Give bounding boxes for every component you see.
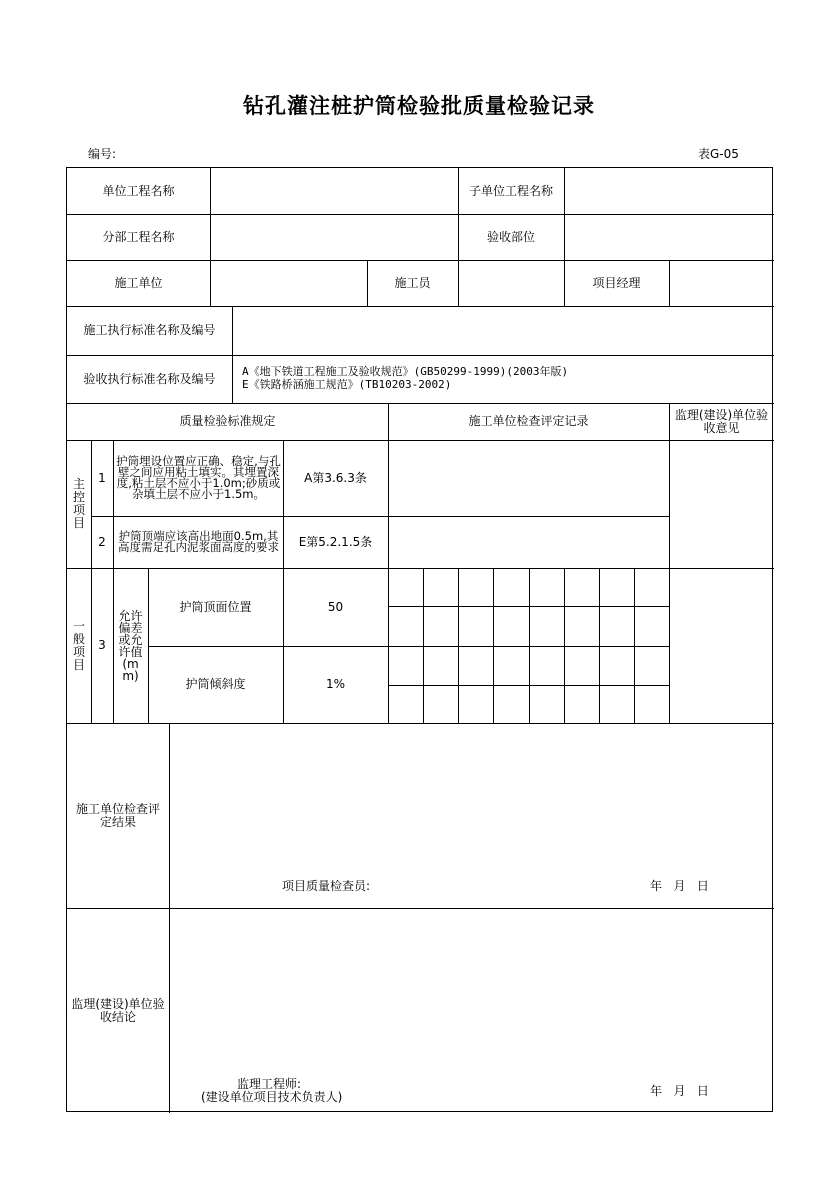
main-items-label: 主控项目 bbox=[72, 477, 85, 530]
tilt-value: 1% bbox=[325, 677, 346, 691]
constructor-label: 施工员 bbox=[394, 275, 431, 290]
construction-unit-label: 施工单位 bbox=[114, 275, 163, 290]
item-1-record[interactable] bbox=[388, 440, 669, 516]
inspector-label: 项目质量检查员: bbox=[282, 879, 371, 893]
inspection-date: 年 月 日 bbox=[650, 879, 709, 893]
quality-standard-header: 质量检验标准规定 bbox=[179, 414, 276, 428]
form-code: 表G-05 bbox=[698, 147, 739, 161]
number-label: 编号: bbox=[88, 147, 117, 161]
constructor-field[interactable] bbox=[458, 260, 564, 306]
top-position-label: 护筒顶面位置 bbox=[179, 599, 252, 614]
item-2-ref: E第5.2.1.5条 bbox=[298, 534, 373, 549]
supervision-opinion-field[interactable] bbox=[669, 440, 774, 723]
project-manager-field[interactable] bbox=[669, 260, 774, 306]
item-2-no: 2 bbox=[98, 534, 106, 549]
general-items-label: 一般项目 bbox=[72, 618, 85, 672]
sub-unit-project-label: 子单位工程名称 bbox=[468, 183, 553, 198]
unit-project-label: 单位工程名称 bbox=[102, 183, 175, 198]
construction-standard-field[interactable] bbox=[232, 306, 774, 355]
construction-result-label: 施工单位检查评定结果 bbox=[76, 801, 161, 829]
standard-line-1: A《地下铁道工程施工及验收规范》(GB50299-1999)(2003年版) bbox=[242, 365, 569, 378]
engineer-sub-label: (建设单位项目技术负责人) bbox=[201, 1090, 343, 1104]
supervision-result-label: 监理(建设)单位验收结论 bbox=[71, 996, 165, 1024]
item-2-record[interactable] bbox=[388, 516, 669, 568]
acceptance-part-field[interactable] bbox=[564, 214, 774, 260]
engineer-label: 监理工程师: bbox=[237, 1077, 302, 1091]
supervision-opinion-header: 监理(建设)单位验收意见 bbox=[674, 407, 769, 435]
top-position-value: 50 bbox=[327, 599, 344, 614]
allow-deviation-label: 允许偏差或允许值(mm) bbox=[118, 608, 143, 683]
item-3-no: 3 bbox=[98, 638, 106, 652]
item-1-text: 护筒埋设位置应正确、稳定,与孔壁之间应用粘土填实。其埋置深度,粘土层不应小于1.0m;砂质或杂填土层不应小于1.5m。 bbox=[116, 454, 281, 501]
standard-line-2: E《铁路桥涵施工规范》(TB10203-2002) bbox=[242, 378, 452, 391]
acceptance-standard-label: 验收执行标准名称及编号 bbox=[83, 371, 216, 386]
division-project-label: 分部工程名称 bbox=[102, 229, 175, 244]
supervision-date: 年 月 日 bbox=[650, 1084, 709, 1098]
page-title: 钻孔灌注桩护筒检验批质量检验记录 bbox=[243, 94, 595, 118]
record-table bbox=[66, 167, 773, 1112]
construction-standard-label: 施工执行标准名称及编号 bbox=[83, 323, 216, 337]
division-project-field[interactable] bbox=[210, 214, 458, 260]
item-1-no: 1 bbox=[98, 470, 106, 485]
construction-unit-field[interactable] bbox=[210, 260, 367, 306]
construction-record-header: 施工单位检查评定记录 bbox=[468, 414, 589, 428]
tilt-label: 护筒倾斜度 bbox=[185, 677, 246, 691]
acceptance-part-label: 验收部位 bbox=[486, 229, 535, 244]
project-manager-label: 项目经理 bbox=[592, 275, 641, 290]
item-1-ref: A第3.6.3条 bbox=[304, 470, 367, 485]
unit-project-field[interactable] bbox=[210, 168, 458, 214]
sub-unit-project-field[interactable] bbox=[564, 168, 774, 214]
item-2-text: 护筒顶端应该高出地面0.5m,其高度需足孔内泥浆面高度的要求 bbox=[118, 529, 279, 554]
